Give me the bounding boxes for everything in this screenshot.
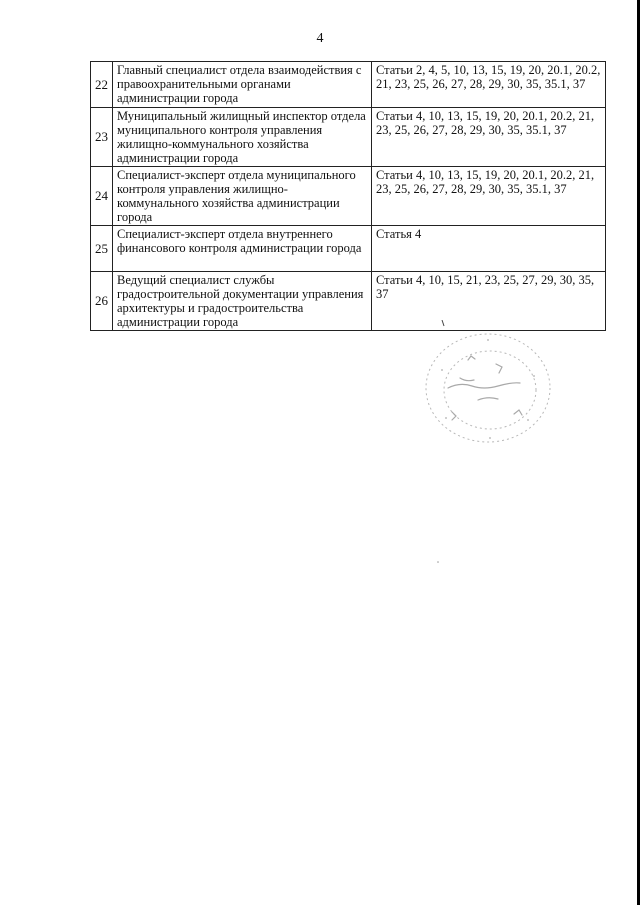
- ink-speck: [440, 320, 446, 328]
- articles-cell: Статьи 4, 10, 15, 21, 23, 25, 27, 29, 30, 35, 37: [372, 272, 606, 331]
- positions-table: [90, 61, 606, 331]
- scan-dot: [436, 560, 440, 564]
- row-number: 24: [91, 167, 113, 226]
- page-number: 4: [316, 31, 324, 46]
- row-number: 26: [91, 272, 113, 331]
- articles-cell: Статьи 4, 10, 13, 15, 19, 20, 20.1, 20.2, 21, 23, 25, 26, 27, 28, 29, 30, 35, 35.1, 37: [372, 167, 606, 226]
- position-cell: Специалист-эксперт отдела внутреннего финансового контроля администрации города: [113, 226, 372, 272]
- row-number: 25: [91, 226, 113, 272]
- row-number: 23: [91, 108, 113, 167]
- row-number: 22: [91, 62, 113, 108]
- table-row: [91, 167, 606, 226]
- position-cell: Ведущий специалист службы градостроительной документации управления архитектуры и градостроительства администрации города: [113, 272, 372, 331]
- position-cell: Главный специалист отдела взаимодействия с правоохранительными органами администрации города: [113, 62, 372, 108]
- position-cell: Муниципальный жилищный инспектор отдела муниципального контроля управления жилищно-коммунального хозяйства администрации города: [113, 108, 372, 167]
- official-seal-stamp: [418, 330, 558, 450]
- table-row: [91, 272, 606, 331]
- articles-cell: Статьи 4, 10, 13, 15, 19, 20, 20.1, 20.2, 21, 23, 25, 26, 27, 28, 29, 30, 35, 35.1, 37: [372, 108, 606, 167]
- articles-cell: Статьи 2, 4, 5, 10, 13, 15, 19, 20, 20.1, 20.2, 21, 23, 25, 26, 27, 28, 29, 30, 35, 35.1, 37: [372, 62, 606, 108]
- table-row: [91, 226, 606, 272]
- articles-cell: Статья 4: [372, 226, 606, 272]
- table-row: [91, 62, 606, 108]
- table-row: [91, 108, 606, 167]
- position-cell: Специалист-эксперт отдела муниципального контроля управления жилищно-коммунального хозяйства администрации города: [113, 167, 372, 226]
